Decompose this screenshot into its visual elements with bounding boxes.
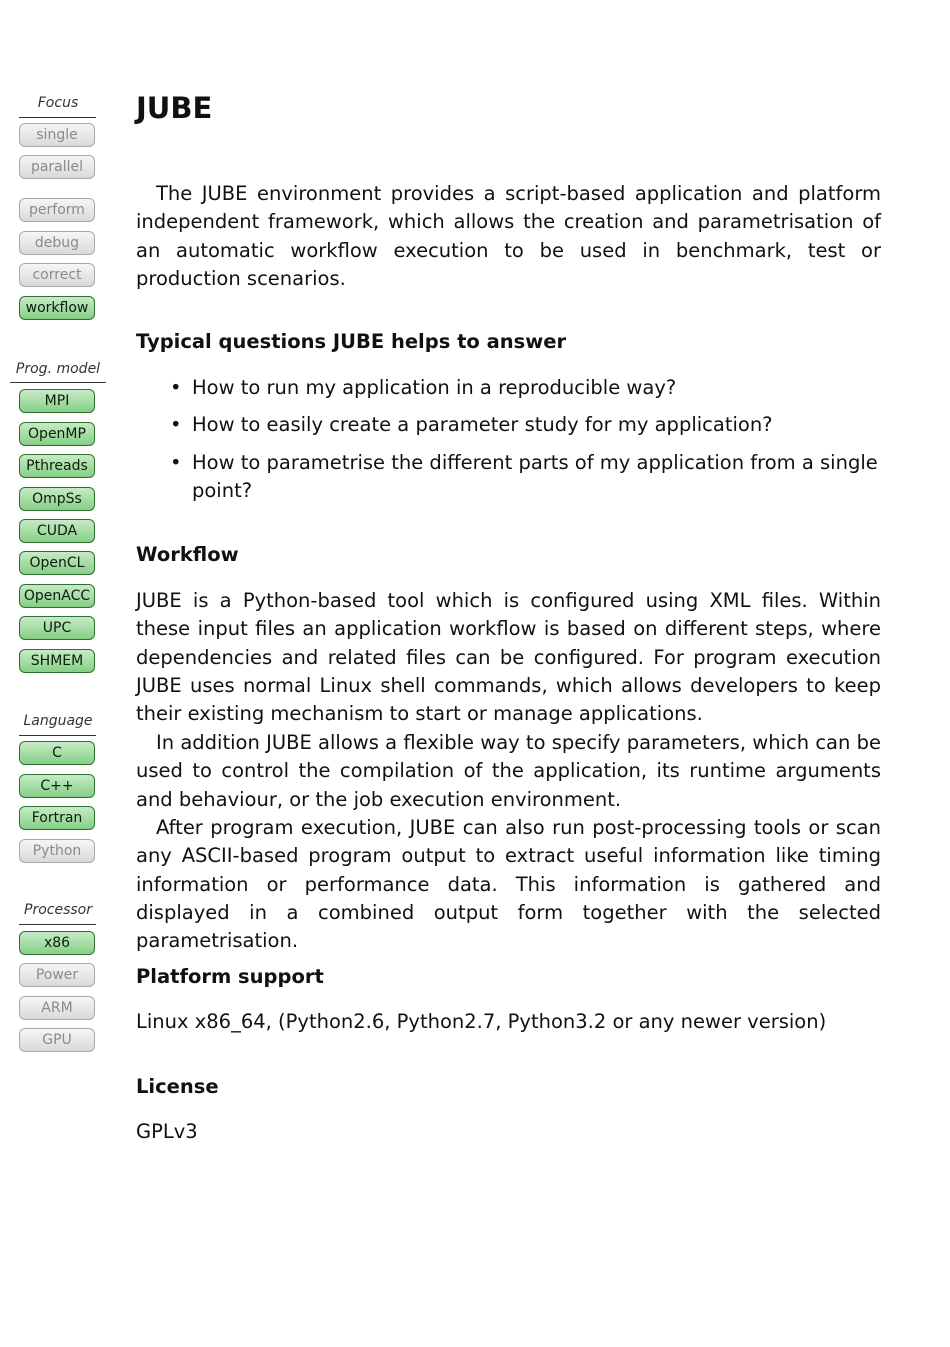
tag-ompss[interactable]: OmpSs [19, 487, 95, 511]
tag-debug[interactable]: debug [19, 231, 95, 255]
tag-python[interactable]: Python [19, 839, 95, 863]
bullet-icon: • [170, 450, 182, 474]
tag-cuda[interactable]: CUDA [19, 519, 95, 543]
filter-group-rule [19, 735, 96, 736]
bullet-icon: • [170, 413, 182, 437]
intro-paragraph: The JUBE environment provides a script-based application and platform independent framework, which allows the creation and parametrisation of an automatic workflow execution to be used in benchmark, test or production scenarios. [136, 182, 881, 290]
license-text: GPLv3 [136, 1120, 198, 1143]
platform-text: Linux x86_64, (Python2.6, Python2.7, Python3.2 or any newer version) [136, 1010, 827, 1033]
tag-single[interactable]: single [19, 123, 95, 147]
tag-fortran[interactable]: Fortran [19, 806, 95, 830]
tag-mpi[interactable]: MPI [19, 389, 95, 413]
questions-heading: Typical questions JUBE helps to answer [136, 330, 567, 353]
tag-x86[interactable]: x86 [19, 931, 95, 955]
list-item: • How to easily create a parameter study for my application? [136, 411, 881, 439]
tag-parallel[interactable]: parallel [19, 155, 95, 179]
filter-group-rule [19, 924, 96, 925]
tag-correct[interactable]: correct [19, 263, 95, 287]
tag-workflow[interactable]: workflow [19, 296, 95, 320]
tag-upc[interactable]: UPC [19, 616, 95, 640]
tag-perform[interactable]: perform [19, 198, 95, 222]
tag-power[interactable]: Power [19, 963, 95, 987]
bullet-icon: • [170, 376, 182, 399]
tag-c[interactable]: C [19, 741, 95, 765]
workflow-paragraph: After program execution, JUBE can also run post-processing tools or scan any ASCII-based program output to extract useful information like timing information or performance data. This information is gathered and displayed in a combined output form together with the selected parametrisation. [136, 816, 881, 953]
tag-cpp[interactable]: C++ [19, 774, 95, 798]
filter-group-title: Prog. model [15, 361, 101, 377]
filter-group-title: Language [23, 713, 93, 729]
workflow-heading: Workflow [136, 543, 239, 566]
page-title: JUBE [136, 91, 213, 125]
tag-opencl[interactable]: OpenCL [19, 551, 95, 575]
tag-arm[interactable]: ARM [19, 996, 95, 1020]
filter-group-title: Focus [37, 95, 79, 111]
tag-openacc[interactable]: OpenACC [19, 584, 95, 608]
license-heading: License [136, 1075, 219, 1098]
tag-gpu[interactable]: GPU [19, 1028, 95, 1052]
workflow-paragraph: JUBE is a Python-based tool which is configured using XML files. Within these input files an application workflow is based on different steps, where dependencies and related files can be configured. For program execution JUBE uses normal Linux shell commands, which allows developers to keep their existing mechanism to start or manage applications. [136, 589, 881, 726]
questions-list [136, 374, 881, 514]
filter-group-rule [19, 117, 96, 118]
filter-group-rule [10, 382, 106, 383]
filter-group-title: Processor [24, 902, 92, 918]
sidebar-filters [0, 0, 118, 1347]
workflow-paragraph: In addition JUBE allows a flexible way to specify parameters, which can be used to control the compilation of the application, its runtime arguments and behaviour, or the job execution environment. [136, 731, 881, 811]
tag-shmem[interactable]: SHMEM [19, 649, 95, 673]
tag-pthreads[interactable]: Pthreads [19, 454, 95, 478]
platform-heading: Platform support [136, 965, 324, 988]
tag-openmp[interactable]: OpenMP [19, 422, 95, 446]
list-item: • How to parametrise the different parts of my application from a single point? [170, 450, 878, 502]
list-item: • How to run my application in a reproducible way? [136, 374, 881, 402]
